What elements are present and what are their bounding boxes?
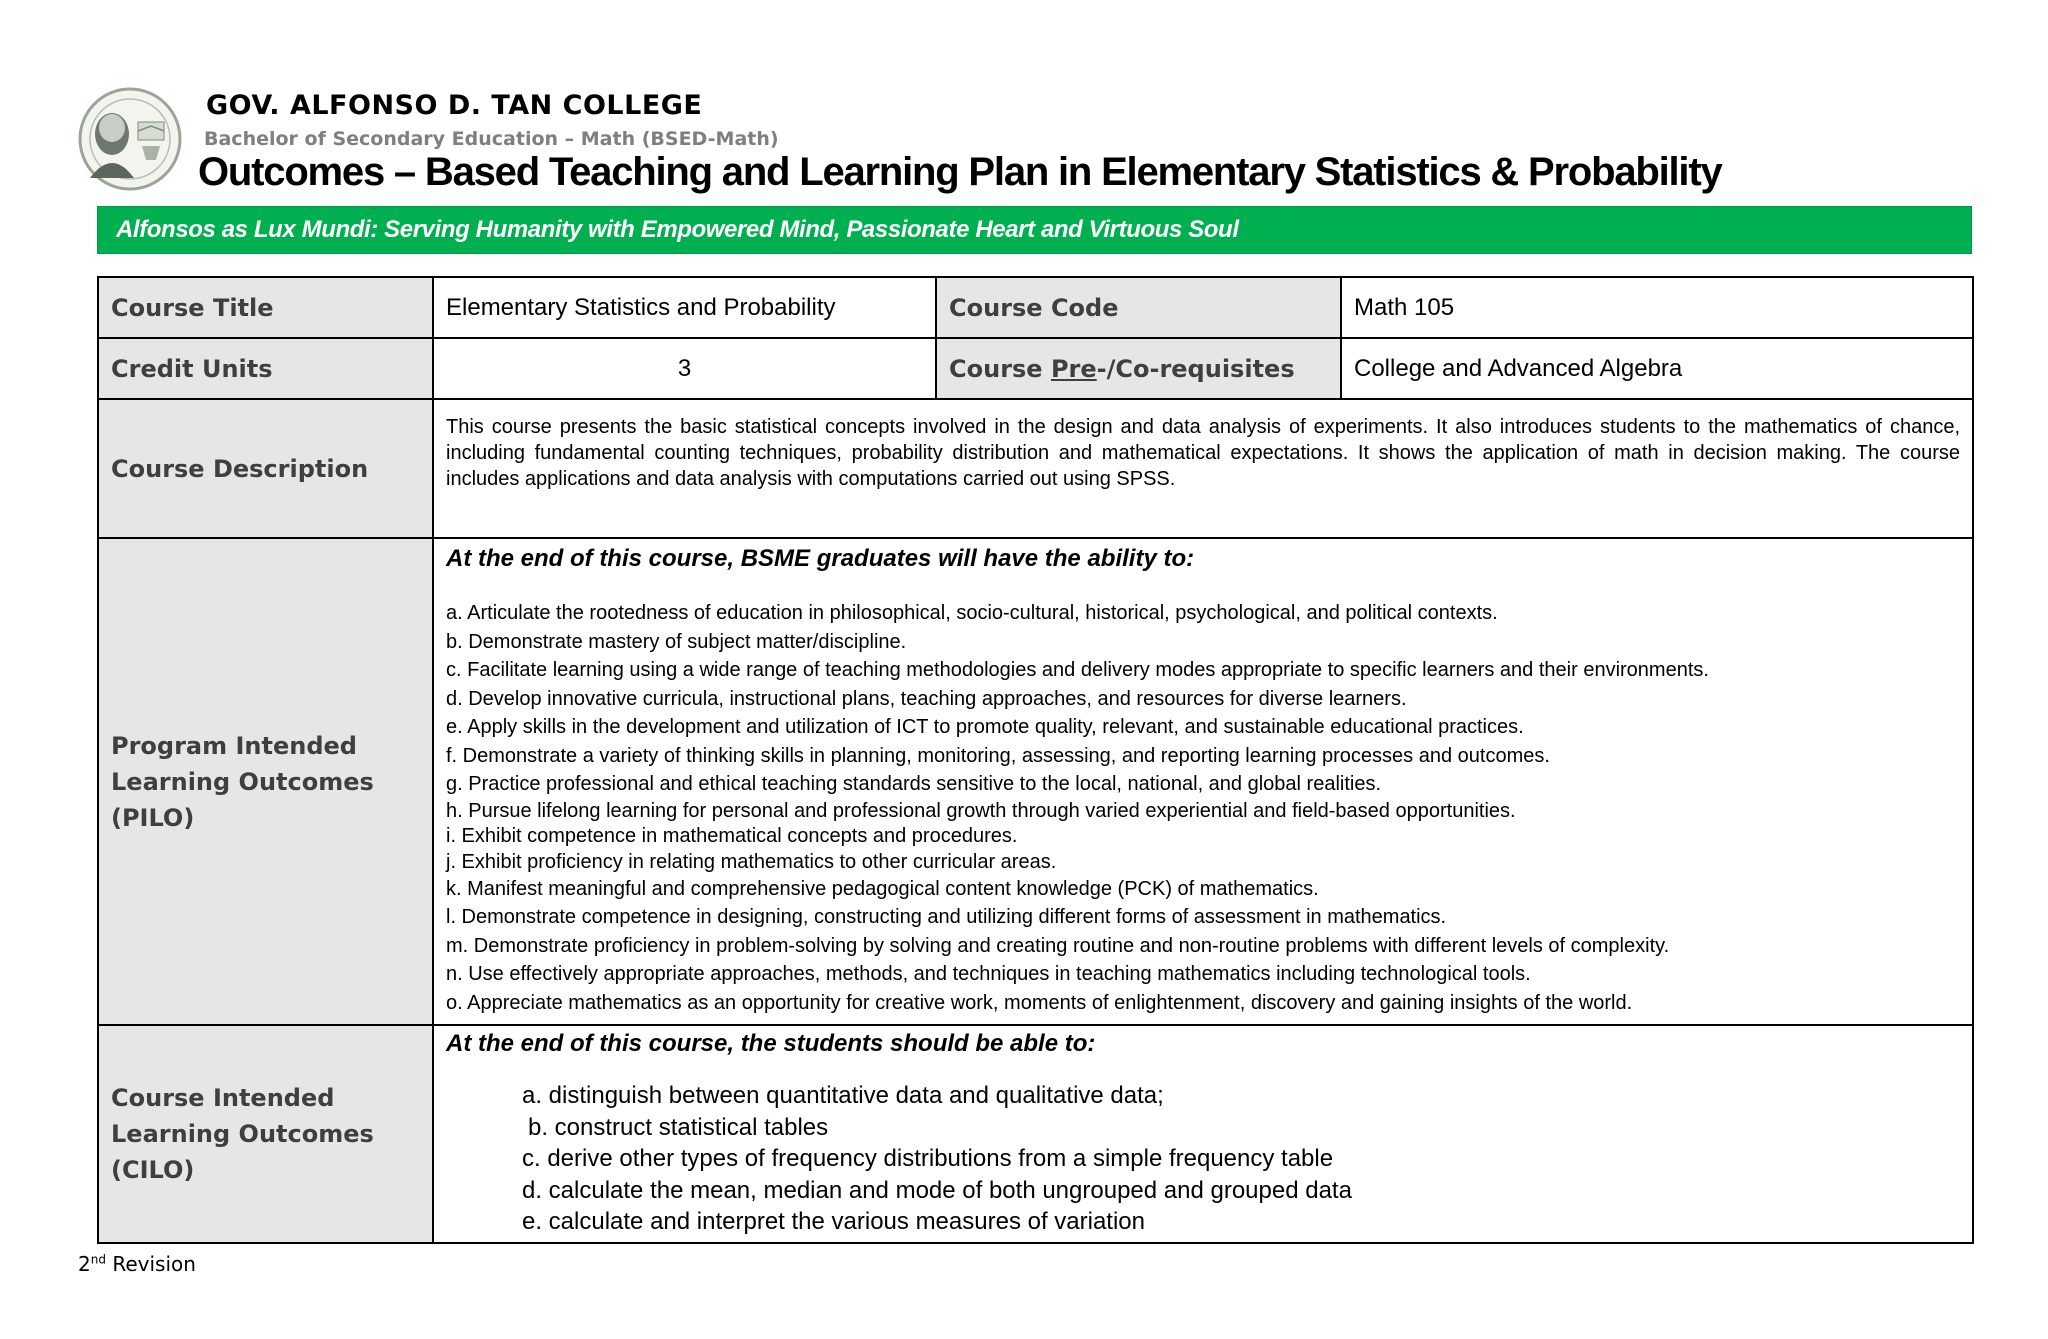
prerequisites-label-part: Course <box>949 354 1051 383</box>
cilo-content <box>433 1025 1973 1243</box>
course-title-value: Elementary Statistics and Probability <box>433 277 936 338</box>
pilo-list <box>446 599 1960 1017</box>
table-row <box>98 399 1973 538</box>
list-item: h. Pursue lifelong learning for personal and professional growth through varied experiential and field-based opportunities. <box>446 799 1516 822</box>
prerequisites-label-part: -/Co-requisites <box>1096 354 1295 383</box>
cilo-label-line: Learning Outcomes <box>111 1119 374 1148</box>
table-row <box>98 277 1973 338</box>
list-item: b. Demonstrate mastery of subject matter/discipline. <box>446 630 907 653</box>
revision-suffix: nd <box>90 1252 106 1267</box>
cilo-label <box>98 1025 433 1243</box>
revision-text: Revision <box>105 1252 196 1276</box>
list-item: l. Demonstrate competence in designing, constructing and utilizing different forms of assessment in mathematics. <box>446 906 1447 928</box>
credit-units-label: Credit Units <box>98 338 433 399</box>
pilo-label-line: Learning Outcomes <box>111 767 374 796</box>
prerequisites-label-underlined: Pre <box>1050 354 1097 383</box>
college-name: GOV. ALFONSO D. TAN COLLEGE <box>206 90 703 121</box>
prerequisites-label <box>936 338 1341 399</box>
list-item: a. Articulate the rootedness of education in philosophical, socio-cultural, historical, psychological, and political contexts. <box>446 602 1498 624</box>
course-info-table <box>97 276 1974 1244</box>
cilo-label-line: Course Intended <box>111 1083 335 1112</box>
revision-footer <box>78 1252 196 1276</box>
table-row <box>98 538 1973 1025</box>
prerequisites-value: College and Advanced Algebra <box>1341 338 1973 399</box>
list-item: i. Exhibit competence in mathematical concepts and procedures. <box>446 824 1018 847</box>
motto-text: Alfonsos as Lux Mundi: Serving Humanity with Empowered Mind, Passionate Heart and Virtuous Soul <box>116 216 1239 243</box>
course-description-value: This course presents the basic statistical concepts involved in the design and data analysis of experiments. It also introduces students to the mathematics of chance, including fundamental counting techniques, probability distribution and mathematical expectations. It shows the application of math in decision making. The course includes applications and data analysis with computations carried out using SPSS. <box>433 399 1973 538</box>
course-title-label: Course Title <box>98 277 433 338</box>
list-item: b. construct statistical tables <box>528 1113 829 1141</box>
college-seal-logo <box>68 86 192 192</box>
pilo-content <box>433 538 1973 1025</box>
list-item: m. Demonstrate proficiency in problem-solving by solving and creating routine and non-routine problems with different levels of complexity. <box>446 934 1670 957</box>
pilo-label <box>98 538 433 1025</box>
list-item: e. Apply skills in the development and utilization of ICT to promote quality, relevant, and sustainable educational practices. <box>446 716 1524 738</box>
course-description-label: Course Description <box>98 399 433 538</box>
table-row <box>98 338 1973 399</box>
list-item: g. Practice professional and ethical teaching standards sensitive to the local, national, and global realities. <box>446 773 1382 795</box>
course-code-label: Course Code <box>936 277 1341 338</box>
page-title: Outcomes – Based Teaching and Learning Plan in Elementary Statistics & Probability <box>198 150 1722 194</box>
list-item: d. calculate the mean, median and mode of both ungrouped and grouped data <box>522 1176 1352 1204</box>
cilo-label-line: (CILO) <box>111 1155 195 1184</box>
table-row <box>98 1025 1973 1243</box>
cilo-list <box>522 1080 1960 1238</box>
list-item: o. Appreciate mathematics as an opportunity for creative work, moments of enlightenment, discovery and gaining insights of the world. <box>446 991 1633 1014</box>
pilo-label-line: (PILO) <box>111 803 195 832</box>
list-item: c. derive other types of frequency distributions from a simple frequency table <box>522 1145 1334 1172</box>
list-item: d. Develop innovative curricula, instructional plans, teaching approaches, and resources for diverse learners. <box>446 687 1407 710</box>
course-code-value: Math 105 <box>1341 277 1973 338</box>
list-item: e. calculate and interpret the various measures of variation <box>522 1208 1146 1235</box>
list-item: a. distinguish between quantitative data and qualitative data; <box>522 1082 1164 1109</box>
revision-number: 2 <box>78 1252 91 1276</box>
pilo-label-line: Program Intended <box>111 731 357 760</box>
credit-units-value: 3 <box>433 338 936 399</box>
list-item: f. Demonstrate a variety of thinking skills in planning, monitoring, assessing, and reporting learning processes and outcomes. <box>446 744 1550 767</box>
list-item: k. Manifest meaningful and comprehensive pedagogical content knowledge (PCK) of mathematics. <box>446 877 1319 900</box>
cilo-lead: At the end of this course, the students should be able to: <box>446 1030 1096 1057</box>
program-name: Bachelor of Secondary Education – Math (BSED-Math) <box>204 128 779 150</box>
pilo-lead: At the end of this course, BSME graduates will have the ability to: <box>446 545 1195 572</box>
list-item: c. Facilitate learning using a wide range of teaching methodologies and delivery modes appropriate to specific learners and their environments. <box>446 659 1709 681</box>
list-item: n. Use effectively appropriate approaches, methods, and techniques in teaching mathematics including technological tools. <box>446 963 1531 985</box>
list-item: j. Exhibit proficiency in relating mathematics to other curricular areas. <box>446 850 1057 873</box>
motto-banner <box>97 206 1972 254</box>
